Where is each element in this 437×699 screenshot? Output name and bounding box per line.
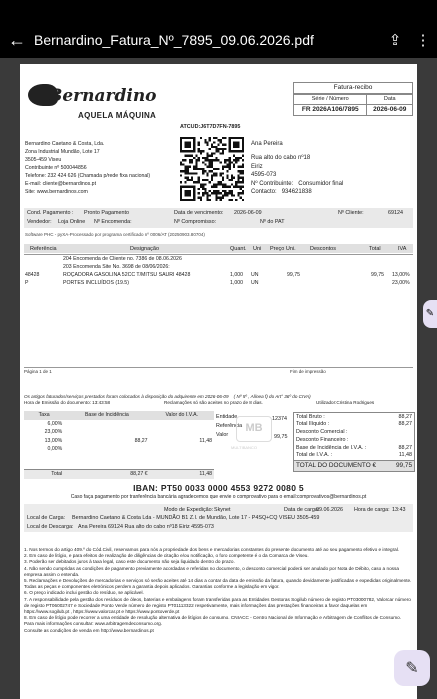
col-desc: Designação (130, 245, 160, 252)
invoice-date: 2026-06-09 (367, 105, 413, 116)
load-label: Local de Carga: (27, 515, 66, 521)
tax-vat (150, 445, 214, 454)
tax-rate: 6,00% (47, 420, 63, 427)
item-qty: 1,000 (230, 272, 243, 278)
item-price: 99,75 (287, 272, 300, 278)
company-line: Bernardino Caetano & Costa, Lda. (25, 141, 105, 147)
time-label: Hora de carga: (354, 507, 390, 513)
date-label: Data (367, 95, 413, 105)
item-desc: 203 Encomenda Site No. 3698 de 08/06/2026: (63, 264, 170, 270)
pen-icon: ✎ (425, 308, 435, 319)
commitment-label: Nº Compromisso: (174, 219, 217, 225)
totals-label: Total de I.V.A. : (296, 452, 333, 459)
item-vat: 13,00% (392, 272, 410, 278)
share-icon[interactable]: ⇪ (388, 32, 402, 49)
status-bar (0, 0, 437, 22)
col-qty: Quant. (230, 245, 247, 252)
table-row (24, 445, 214, 454)
start-label: Data de carga: (284, 507, 320, 513)
due-label: Data de vencimento: (174, 210, 224, 216)
print-end: Fim de impressão (290, 369, 326, 374)
doc-type: Fatura-recibo (293, 82, 413, 94)
item-qty: 1,000 (230, 280, 243, 286)
load-value: Bernardino Caetano & Costa Lda - MUNDÃO B1 Z.I. de Mundão, Lote 17 - P4SQ+CQ VISEU 3505-459 (72, 515, 320, 521)
totals-row (294, 429, 414, 437)
tax-summary (24, 411, 214, 479)
client-no-label: Nº Cliente: (338, 210, 364, 216)
tax-total-label: Total (24, 470, 64, 479)
client-no-value: 69124 (388, 210, 403, 216)
document-title: Bernardino_Fatura_Nº_7895_09.06.2026.pdf (34, 32, 314, 48)
tax-col-vat: Valor do I.V.A. (150, 411, 214, 420)
mode-label: Modo de Expedição: (164, 507, 214, 513)
col-disc: Descontos (310, 245, 336, 252)
mb-value: 99,75 (274, 434, 288, 440)
totals-label: Total Ilíquido : (296, 421, 330, 428)
edit-button[interactable] (394, 650, 430, 686)
item-desc: 204 Encomenda de Cliente no. 7386 de 08.06.2026 (63, 256, 182, 262)
start-value: 09.06.2026 (316, 507, 343, 513)
software-certification: Software PHC - pyXA-Processado por programa certificado nº 0006/AT (20250903.80704) (25, 232, 205, 237)
totals-row (294, 413, 414, 421)
client-nif-label: Nº Contribuinte: (251, 180, 294, 187)
mb-ref-label: Referência (216, 423, 243, 429)
tax-total-base: 88,27 € (64, 470, 149, 479)
mb-entity-label: Entidade (216, 414, 238, 420)
iban-note: Caso faça pagamento por tranferência bancária agradecemos que envie o comprovativo para o email:comprovativos@bernardinos.pt (70, 494, 367, 500)
tax-base (64, 428, 149, 437)
client-details (251, 140, 411, 196)
table-row (24, 437, 214, 446)
totals-label: Total Bruto : (296, 413, 325, 420)
col-unit: Uni (253, 245, 262, 252)
company-line: E-mail: cliente@bernardinos.pt (25, 181, 97, 188)
totals-label: Base de Incidência de I.V.A. : (296, 444, 367, 451)
mb-value-label: Valor (216, 432, 229, 438)
totals-value: 88,27 (398, 444, 412, 451)
grand-total-value: 99,75 (396, 461, 412, 469)
payment-value: Pronto Pagamento (84, 210, 129, 216)
note-line: 4. Não sendo cumpridas as condições de pagamento previamente acordadas e referidas no documento, o desconto comercial poderá ser anulado por Nota de Débito, caso a nossa empresa assim o entenda. (24, 565, 399, 577)
tax-base (64, 420, 149, 429)
note-line: 2. Em caso de litígio, e para efeitos de realização de diligências de citação e/ou notificação, o foro competente é o da Comarca de Viseu. (24, 553, 309, 559)
totals-label: Desconto Comercial : (296, 429, 348, 435)
grand-total-label: TOTAL DO DOCUMENTO € (296, 461, 377, 469)
due-value: 2026-06-09 (234, 210, 262, 216)
tax-total-row (24, 470, 214, 479)
tax-vat: 11,48 (199, 437, 212, 444)
client-address: Rua alto do cabo nº18 (251, 155, 311, 162)
tax-vat (150, 420, 214, 429)
order-label: Nº Encomenda: (94, 219, 132, 225)
totals-row (294, 444, 414, 452)
item-desc: PORTES INCLUÍDOS (19.5) (63, 280, 129, 286)
mode-value: Skynet (214, 507, 231, 513)
company-line: Site: www.bernardinos.com (25, 189, 88, 196)
tax-rate: 0,00% (47, 446, 63, 452)
totals-row (294, 436, 414, 444)
item-ref: 48428 (25, 272, 40, 278)
totals-row (294, 421, 414, 429)
note-line: 8. Em caso de litígio pode recorrer a uma entidade de resolução alternativa de litígios de consumo. CNIACC - Centro Nacional de Informação e Arbitragem de Conflitos de Consumo. (24, 615, 402, 621)
tax-rate: 13,00% (44, 437, 63, 444)
mb-watermark: MULTIBANCO (231, 445, 257, 450)
item-desc: ROÇADORA GASOLINA 52CC T/MITSU SAURI 48428 (63, 272, 191, 278)
tax-col-base: Base de Incidência (64, 411, 149, 420)
tax-rate: 23,00% (44, 429, 63, 435)
company-details (25, 140, 175, 196)
tax-col-rate: Taxa (24, 411, 64, 420)
back-icon[interactable]: ← (8, 29, 26, 50)
note-line: 1. Nos termos do artigo 409.º do Cód.Civil, reservamos para nós a propriedade dos bens e mercadorias constantes do presente documento até ao seu pagamento efetivo e integral. (24, 547, 400, 552)
edit-pencil-icon: ✎ (405, 660, 419, 677)
note-line: Para mais informações consultar: www.arbitragemdeconsumo.org. (24, 621, 163, 627)
client-nif: Consumidor final (298, 180, 344, 187)
note-line: 3. Poderão ser debitados juros à taxa legal, caso este documento não seja liquidado dentro do prazo. (24, 559, 235, 565)
document-meta (24, 208, 413, 228)
page-footer-rule (24, 367, 413, 368)
client-address2: Eiriz (251, 163, 263, 170)
pat-label: Nº do PAT (260, 219, 285, 225)
items-rule (24, 254, 413, 255)
company-line: 3505-459 Viseu (25, 157, 62, 164)
totals-box (293, 412, 415, 472)
user-name: Utilizador:Cristina Rodrigues (316, 399, 375, 405)
brand-logo (28, 84, 178, 122)
col-ref: Referência (30, 245, 57, 252)
table-row (24, 280, 413, 288)
totals-label: Desconto Financeiro : (296, 436, 349, 443)
mb-entity-value: 12374 (272, 416, 287, 422)
item-vat: 23,00% (392, 280, 410, 286)
note-line: 7. A responsabilidade pela gestão dos resíduos de óleos, baterias e embalagens foram transferidas para as Entidades Gestoras Sogilub número de registo PT03000782, Valorcar número de registo PT06002747 e Sociedade Ponto Verde número de registo PT01113322 respetivamente, mais informações das prestações financeiras a favor daquelas em https://www.sogilub.pt , https://www.valorcar.pt e https://www.pontoverde.pt (24, 596, 411, 615)
item-total: 99,75 (371, 272, 384, 278)
serie-label: Série / Número (294, 95, 367, 105)
note-line: Consulte as condições de venda em http://www.bernardinos.pt (24, 627, 154, 633)
pdf-page (20, 64, 417, 699)
iban: IBAN: PT50 0033 0000 4553 9272 0080 5 (133, 483, 304, 493)
tax-vat (150, 428, 214, 437)
table-row (24, 272, 413, 280)
time-value: 13:43 (392, 507, 406, 513)
qr-code (180, 137, 244, 201)
unload-value: Ana Pereira 69124 Rua alto do cabo nº18 Eiriz 4595-073 (78, 524, 214, 530)
note-line: 5. Reclamações e Devoluções de mercadorias e serviços só serão aceites até 14 dias a contar da data de emissão da fatura, quando devidamente justificadas e expedidas originalmente. Todas as peças e componentes eletrónicos perdem a garantia depois aplicados. Garantias conforme a legislação em vigor. (24, 578, 412, 590)
table-row (24, 256, 413, 264)
table-row (24, 264, 413, 272)
side-edit-tab[interactable] (423, 300, 437, 328)
col-total: Total (369, 245, 381, 252)
app-bar (0, 22, 437, 58)
legal-article: ( Nº 5º , Alínea f) do Art° 36º do CIVA) (233, 394, 311, 399)
tax-total-vat: 11,48 (150, 470, 214, 479)
totals-row (294, 452, 414, 460)
client-postal: 4595-073 (251, 172, 277, 179)
multibanco-logo-icon: MB (236, 416, 272, 442)
tax-base (64, 445, 149, 454)
totals-value: 88,27 (398, 413, 412, 420)
col-price: Preço Uni. (270, 245, 296, 252)
terms-notes (24, 547, 413, 634)
totals-value: 11,48 (398, 452, 412, 459)
table-row (24, 428, 214, 437)
invoice-number: FR 2026A106/7895 (294, 105, 367, 116)
grand-total-row (294, 460, 414, 471)
table-row (24, 420, 214, 429)
invoice-id-box (293, 82, 413, 116)
client-name: Ana Pereira (251, 141, 283, 147)
client-contact: 934621838 (281, 188, 312, 195)
tax-base: 88,27 (134, 437, 148, 444)
client-contact-label: Contacto: (251, 188, 277, 195)
seller-value: Loja Online (58, 219, 86, 225)
col-vat: IVA (398, 245, 407, 252)
claims-notice: Reclamações só são aceites no prazo de 8 dias. (164, 399, 263, 405)
more-options-icon[interactable]: ⋮ (415, 32, 431, 49)
brand-name: Bernardino (48, 86, 157, 106)
pdf-viewer[interactable] (0, 58, 437, 699)
note-line: 6. O preço indicado inclui gestão do resíduo, se aplicável. (24, 590, 144, 596)
transport-details (24, 504, 413, 532)
multibanco-reference (216, 414, 291, 450)
company-line: Telefone: 232 424 626 (Chamada p/rede fixa nacional) (25, 173, 151, 180)
totals-value: 88,27 (398, 421, 412, 428)
legal-text: Os artigos faturados/serviços prestados foram colocados à disposição do adquirente em (24, 394, 204, 399)
brand-tagline: AQUELA MÁQUINA (78, 111, 157, 120)
items-header (24, 244, 413, 253)
item-unit: UN (251, 272, 259, 278)
payment-label: Cond. Pagamento : (27, 210, 74, 216)
legal-date: 2026-06-09 (205, 394, 229, 399)
unload-label: Local de Descarga: (27, 524, 74, 530)
atcud-code: ATCUD:J6T7D7FN-7895 (180, 124, 241, 130)
seller-label: Vendedor: (27, 219, 52, 225)
item-ref: P (25, 280, 29, 286)
emission-time: Hora de Emissão do documento: 13:43:58 (24, 399, 111, 405)
legal-notice (24, 394, 413, 407)
company-line: Contribuinte nº 500044856 (25, 165, 87, 172)
company-line: Zona Industrial Mundão, Lote 17 (25, 149, 100, 156)
item-unit: UN (251, 280, 259, 286)
page-number: Página 1 de 1 (24, 369, 52, 374)
